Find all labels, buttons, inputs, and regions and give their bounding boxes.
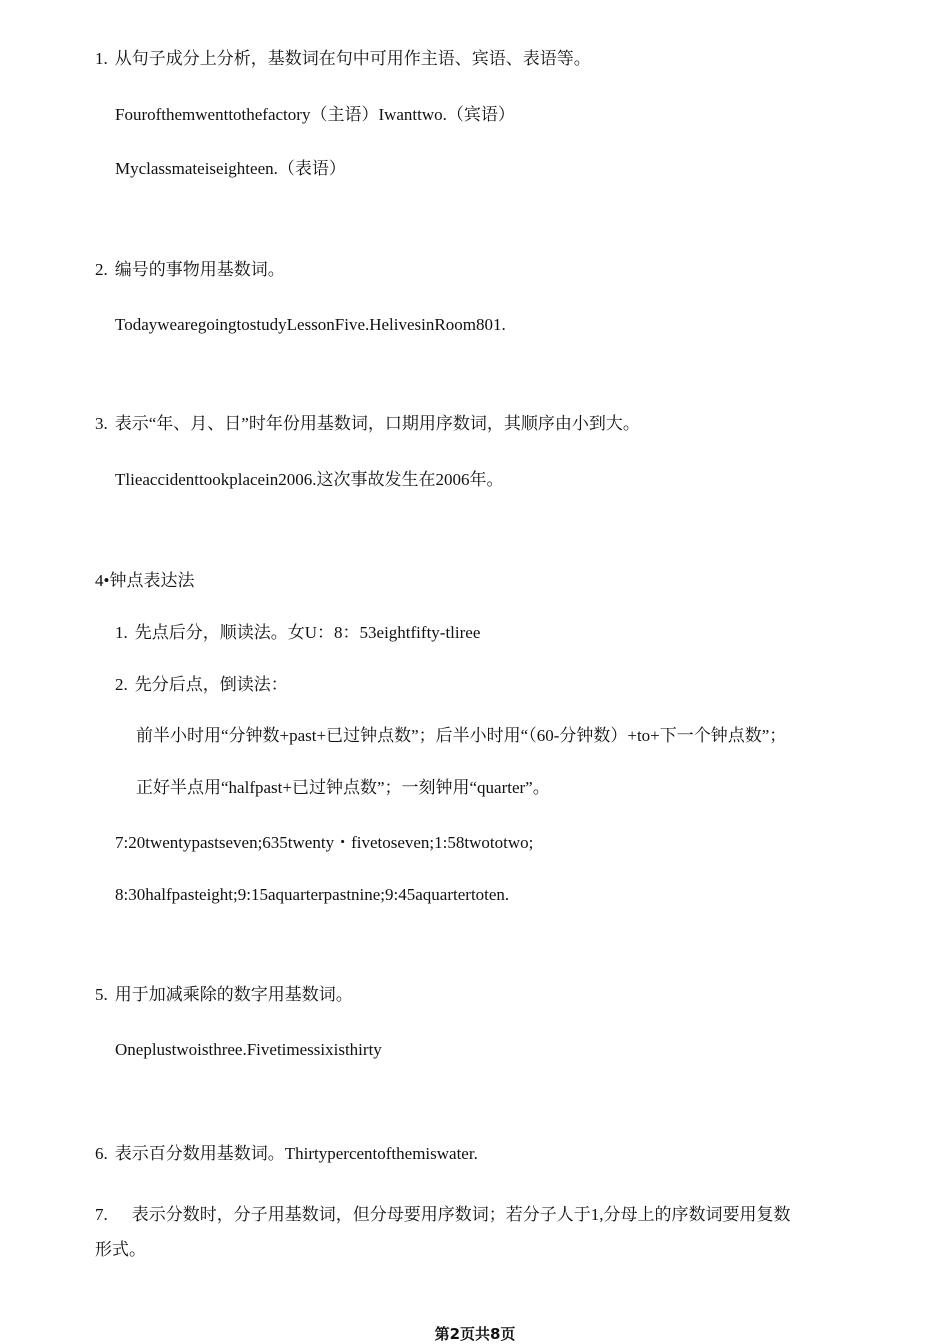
item-1-number: 1. <box>95 49 108 68</box>
item-4-sub-1-text: 先点后分，顺读法。女U：8：53eightfifty-tliree <box>134 623 481 642</box>
item-6-heading-text: 表示百分数用基数词。Thirtypercentofthemiswater. <box>114 1144 478 1163</box>
item-7-text-line-1: 表示分数时，分子用基数词，但分母要用序数词；若分子人于1,分母上的序数词要用复数 <box>131 1205 791 1224</box>
item-7-line-1 <box>95 1203 791 1227</box>
item-3-heading <box>95 412 640 436</box>
item-4-sub-2 <box>115 673 288 697</box>
item-3-example: Tlieaccidenttookplacein2006.这次事故发生在2006年。 <box>115 470 504 489</box>
item-5-heading <box>95 983 353 1007</box>
item-4-rule-a: 前半小时用“分钟数+past+已过钟点数”；后半小时用“（60-分钟数）+to+下一个钟点数”； <box>136 726 787 745</box>
item-2-heading-text: 编号的事物用基数词。 <box>114 260 285 279</box>
item-1-heading-text: 从句子成分上分析，基数词在句中可用作主语、宾语、表语等。 <box>114 49 591 68</box>
item-3-number: 3. <box>95 414 108 433</box>
item-5-heading-text: 用于加减乘除的数字用基数词。 <box>114 985 353 1004</box>
item-4-sub-2-text: 先分后点，倒读法： <box>134 675 288 694</box>
item-4-sub-2-number: 2. <box>115 675 128 694</box>
item-5-example: Oneplustwoisthree.Fivetimessixisthirty <box>115 1040 382 1059</box>
item-4-example-b: 8:30halfpasteight;9:15aquarterpastnine;9:45aquartertoten. <box>115 885 510 904</box>
item-1-heading <box>95 47 591 71</box>
item-7-number: 7. <box>95 1205 108 1224</box>
page-number-footer: 第2页共8页 <box>434 1325 516 1343</box>
item-2-heading <box>95 258 285 282</box>
item-4-sub-1-number: 1. <box>115 623 128 642</box>
item-1-example-a: Fourofthemwenttothefactory（主语）Iwanttwo.（宾语） <box>115 105 515 124</box>
item-4-rule-b: 正好半点用“halfpast+已过钟点数”；一刻钟用“quarter”。 <box>136 778 550 797</box>
item-6-heading <box>95 1142 478 1166</box>
item-4-example-a: 7:20twentypastseven;635twenty・fivetoseven;1:58twototwo; <box>115 833 534 852</box>
item-4-sub-1 <box>115 621 480 645</box>
item-6-number: 6. <box>95 1144 108 1163</box>
item-4-heading: 4•钟点表达法 <box>95 571 195 590</box>
item-1-example-b: Myclassmateiseighteen.（表语） <box>115 159 346 178</box>
item-2-example: TodaywearegoingtostudyLessonFive.HelivesinRoom801. <box>115 315 506 334</box>
item-5-number: 5. <box>95 985 108 1004</box>
item-3-heading-text: 表示“年、月、日”时年份用基数词，口期用序数词，其顺序由小到大。 <box>114 414 640 433</box>
item-7-line-2: 形式。 <box>95 1240 146 1259</box>
item-2-number: 2. <box>95 260 108 279</box>
